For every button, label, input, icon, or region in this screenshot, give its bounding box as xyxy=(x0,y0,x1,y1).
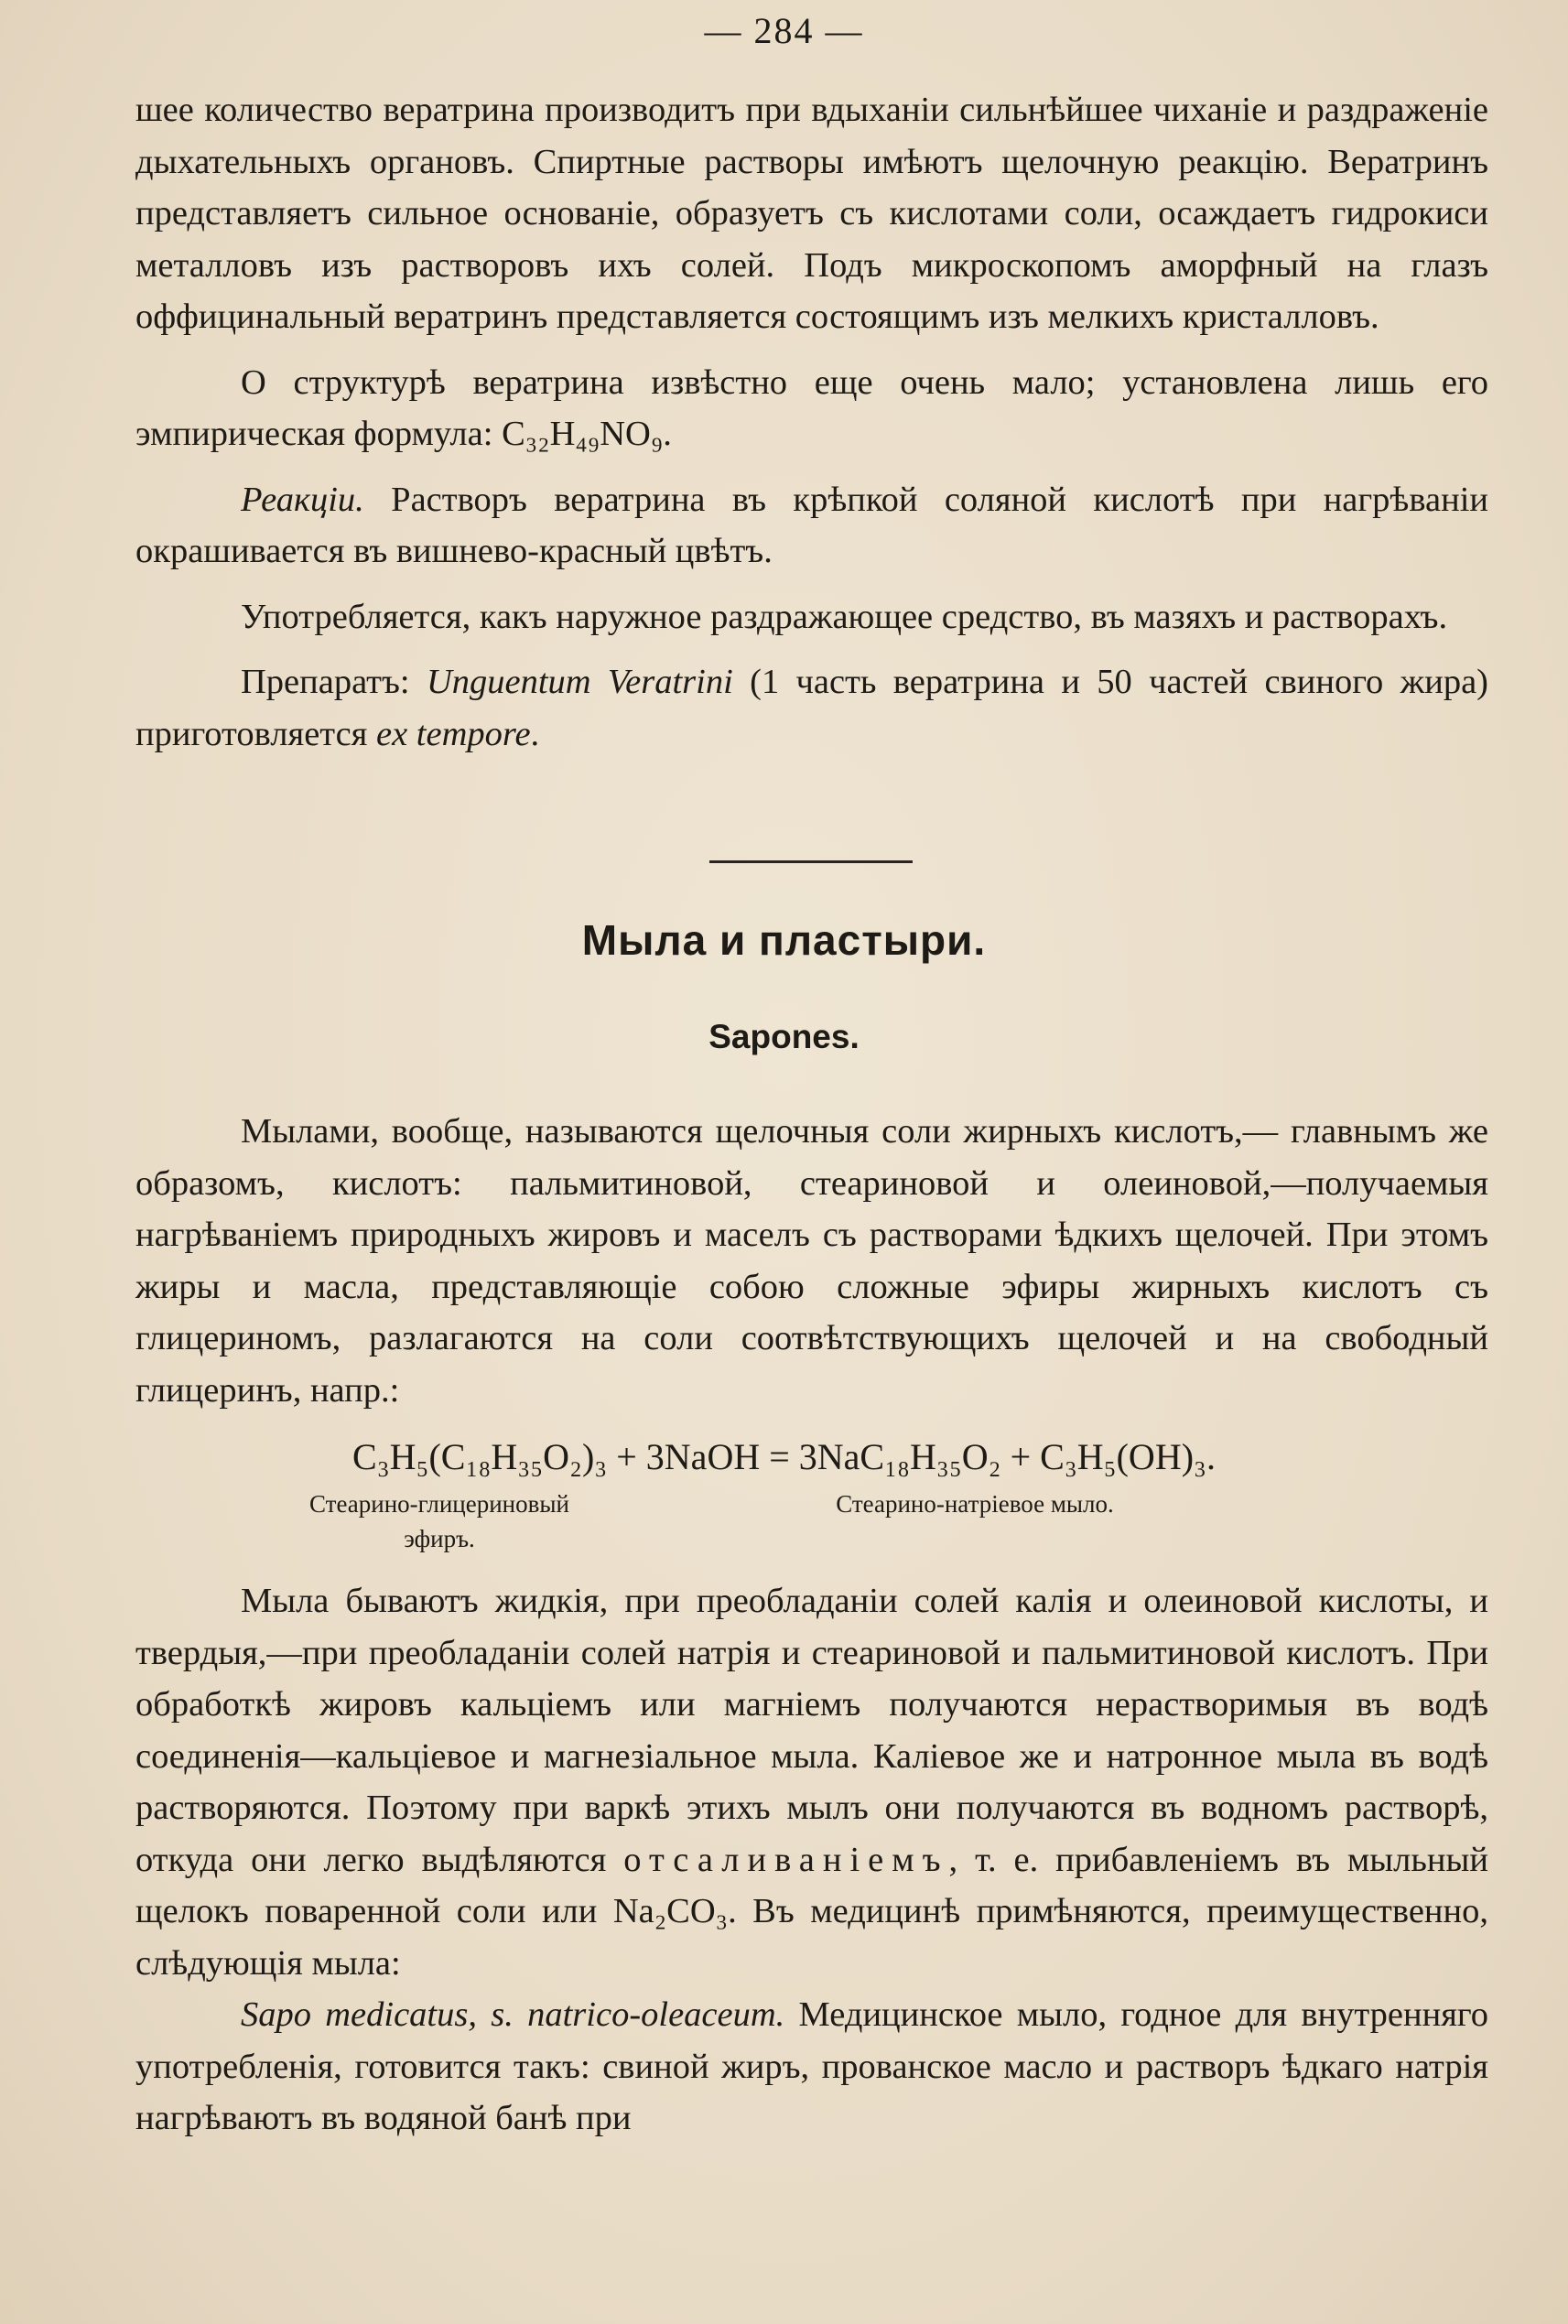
text-block-soap-types xyxy=(135,1575,1488,2145)
paragraph xyxy=(135,1989,1488,2145)
paragraph-text: Мыла бываютъ жидкія, при преобладаніи солей калія и олеиновой кислоты, и твердыя,—при преобладаніи солей натрія и стеариновой и пальмитиновой кислотъ. При обработкѣ жировъ кальціемъ или магніемъ получаются нерастворимыя въ водѣ соединенія—кальціевое и магнезіальное мыла. Каліевое же и натронное мыла въ водѣ растворяются. Поэтому при варкѣ этихъ мылъ они получаются въ водномъ растворѣ, откуда они легко выдѣляются xyxy=(135,1582,1488,1879)
paragraph xyxy=(135,1106,1488,1416)
latin-term: Sapo medicatus, s. natrico-oleaceum. xyxy=(241,1995,785,2034)
paragraph-text: Мылами, вообще, называются щелочныя соли жирныхъ кислотъ,— главнымъ же образомъ, кислотъ: пальмитиновой, стеариновой и олеиновой,—получаемыя нагрѣваніемъ природныхъ жировъ и маселъ съ растворами ѣдкихъ щелочей. При этомъ жиры и масла, представляющіе собою сложные эфиры жирныхъ кислотъ съ глицериномъ, разлагаются на соли соотвѣтствующихъ щелочей и на свободный глицеринъ, напр.: xyxy=(135,1112,1488,1410)
paragraph xyxy=(135,591,1488,643)
text-block-veratrine xyxy=(135,84,1488,760)
section-subheading: Sapones. xyxy=(708,1018,860,1055)
paragraph xyxy=(135,357,1488,460)
paragraph-text: О структурѣ вератрина извѣстно еще очень мало; установлена лишь его эмпирическая формула: xyxy=(135,362,1488,453)
spaced-term: отсаливаніемъ xyxy=(623,1840,949,1879)
paragraph-text: (1 часть вератрина и 50 частей свиного жира) приготовляется xyxy=(135,663,1488,753)
paragraph-text: шее количество вератрина производитъ при вдыханіи сильнѣйшее чиханіе и раздраженіе дыхательныхъ органовъ. Спиртные растворы имѣютъ щелочную реакцію. Вератринъ представляетъ сильное основаніе, образуетъ съ кислотами соли, осаждаетъ гидрокиси металловъ изъ растворовъ ихъ солей. Подъ микроскопомъ аморфный на глазъ оффицинальный вератринъ представляется состоящимъ изъ мелкихъ кристалловъ. xyxy=(135,91,1488,336)
paragraph-text: Препаратъ: xyxy=(241,663,427,701)
paragraph xyxy=(135,474,1488,578)
empirical-formula: C₃₂H₄₉NO₉. xyxy=(502,415,672,453)
paragraph-text: . xyxy=(530,714,540,753)
page-number: — 284 — xyxy=(704,10,864,51)
paragraph xyxy=(135,656,1488,760)
reactions-label: Реакціи. xyxy=(241,480,364,519)
latin-term: ex tempore xyxy=(376,714,531,753)
paragraph-text: , т. е. прибавленіемъ въ мыльный щелокъ поваренной соли или Na₂CO₃. Въ медицинѣ примѣняются, преимущественно, слѣдующія мыла: xyxy=(135,1840,1488,1983)
paragraph-text: Употребляется, какъ наружное раздражающее средство, въ мазяхъ и растворахъ. xyxy=(241,597,1448,636)
section-heading: Мыла и пластыри. xyxy=(581,916,987,964)
equation-caption-right: Стеарино-натріевое мыло. xyxy=(836,1490,1114,1518)
latin-term: Unguentum Veratrini xyxy=(426,663,733,701)
paragraph xyxy=(135,1575,1488,1989)
equation-caption-left: Стеарино-глицериновый эфиръ. xyxy=(309,1490,569,1552)
chemical-equation: C₃H₅(C₁₈H₃₅O₂)₃ + 3NaOH = 3NaC₁₈H₃₅O₂ + C₃H₅(OH)₃. xyxy=(352,1436,1216,1477)
section-divider xyxy=(709,860,913,863)
paragraph-text: Медицинское мыло, годное для внутренняго употребленія, готовится такъ: свиной жиръ, прованское масло и растворъ ѣдкаго натрія нагрѣваютъ въ водяной банѣ при xyxy=(135,1995,1489,2137)
paragraph xyxy=(135,84,1488,343)
paragraph-text: Растворъ вератрина въ крѣпкой соляной кислотѣ при нагрѣваніи окрашивается въ вишнево-красный цвѣтъ. xyxy=(135,480,1488,570)
text-block-soaps-intro xyxy=(135,1106,1488,1416)
